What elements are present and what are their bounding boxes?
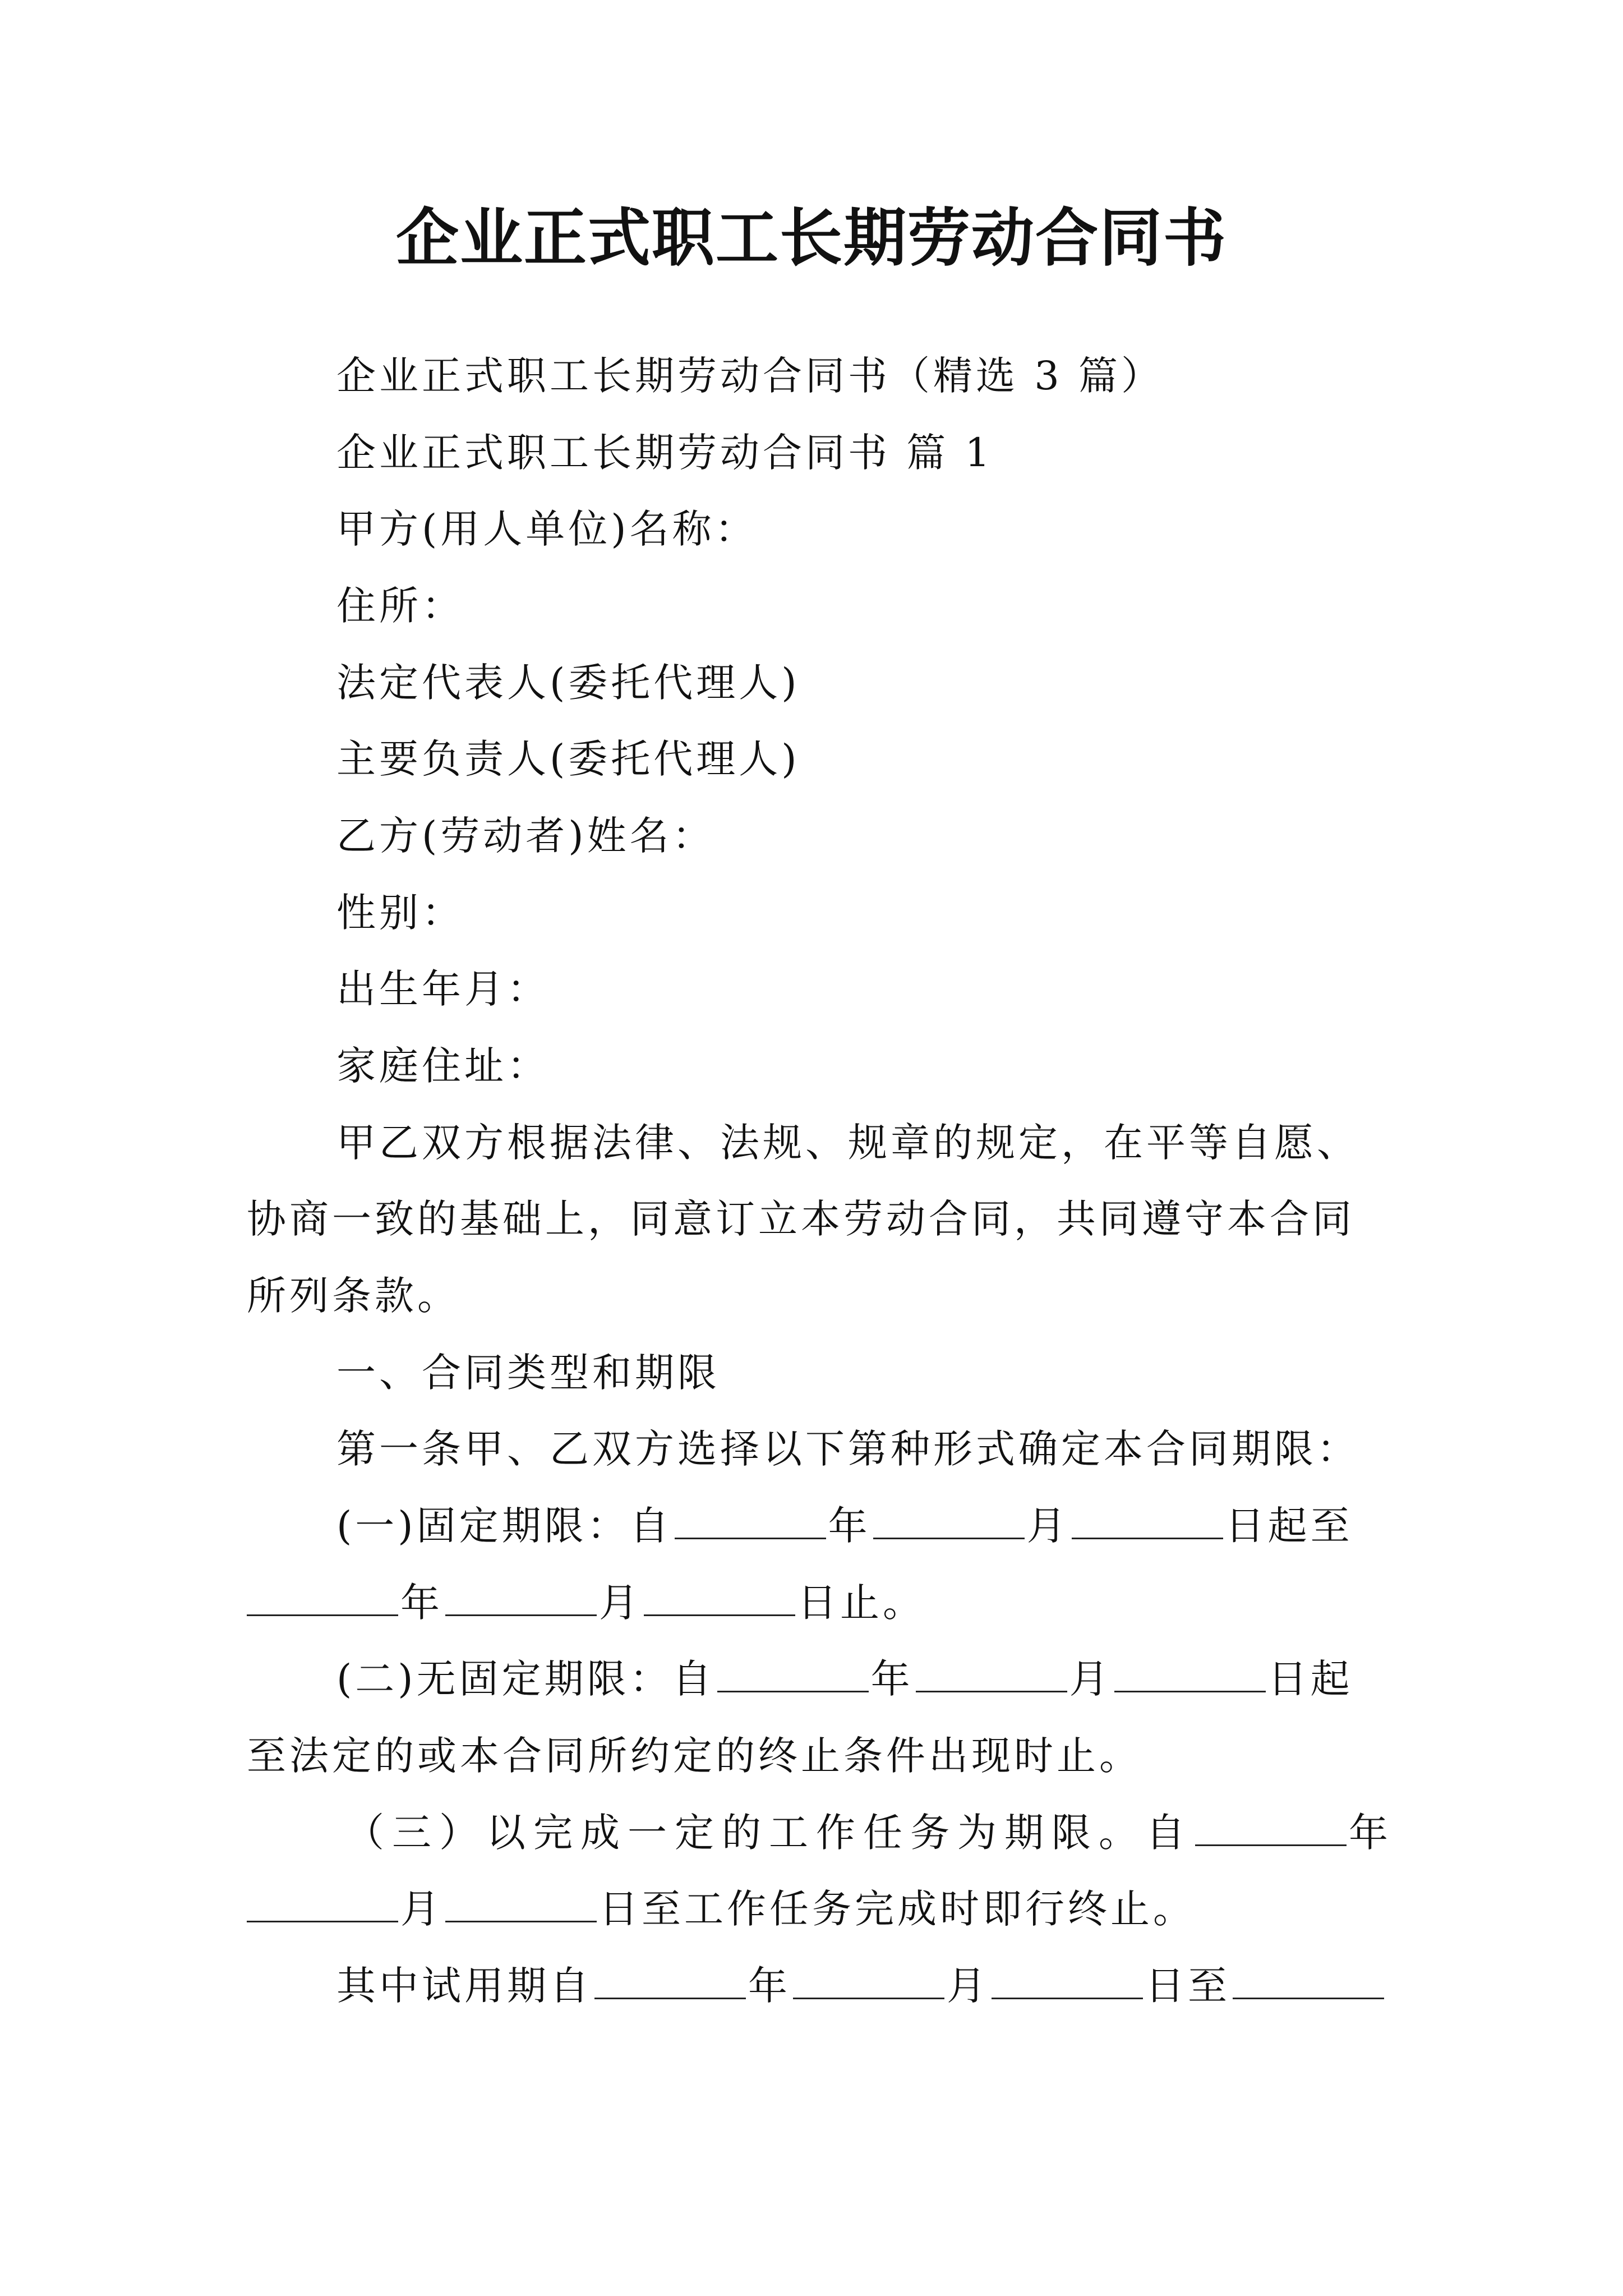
year-label: 年 [748, 1963, 791, 2009]
month-label: 月 [947, 1963, 989, 2009]
party-a-name-label: 甲方(用人单位)名称： [336, 506, 758, 552]
task-term-end-label: 日至工作任务完成时即行终止。 [599, 1886, 1196, 1932]
month-blank[interactable] [916, 1651, 1067, 1692]
day-end-label: 日止。 [797, 1580, 925, 1626]
legal-representative-label: 法定代表人(委托代理人) [336, 660, 800, 706]
day-blank[interactable] [992, 1958, 1143, 1999]
task-term-line-1 [345, 1805, 1396, 1861]
month-label: 月 [599, 1580, 642, 1626]
year-blank[interactable] [1195, 1805, 1347, 1846]
home-address-label: 家庭住址： [336, 1043, 550, 1089]
month-blank[interactable] [793, 1958, 944, 1999]
day-blank[interactable] [644, 1575, 795, 1616]
day-from-to-label: 日起至 [1225, 1503, 1353, 1549]
year-blank[interactable] [247, 1575, 398, 1616]
year-blank[interactable] [717, 1651, 869, 1692]
month-blank[interactable] [873, 1498, 1025, 1539]
article-1: 第一条甲、乙双方选择以下第种形式确定本合同期限： [336, 1426, 1359, 1472]
probation-line [336, 1958, 1386, 2014]
heading-part-1: 企业正式职工长期劳动合同书 篇 1 [336, 430, 994, 476]
task-term-label: （三）以完成一定的工作任务为期限。自 [345, 1810, 1193, 1856]
year-label: 年 [870, 1656, 914, 1702]
gender-label: 性别： [336, 890, 464, 936]
year-blank[interactable] [594, 1958, 746, 1999]
subtitle: 企业正式职工长期劳动合同书（精选 3 篇） [336, 353, 1164, 399]
address-label: 住所： [336, 583, 464, 629]
fixed-term-line-2 [247, 1575, 925, 1631]
year-label: 年 [400, 1580, 443, 1626]
document-title: 企业正式职工长期劳动合同书 [396, 201, 1227, 275]
fixed-term-label: (一)固定期限：自 [336, 1503, 672, 1549]
day-from-label: 日起 [1267, 1656, 1353, 1702]
principal-label: 主要负责人(委托代理人) [336, 736, 800, 782]
open-term-line-2: 至法定的或本合同所约定的终止条件出现时止。 [247, 1733, 1142, 1779]
month-label: 月 [1026, 1503, 1069, 1549]
section-heading-contract-type: 一、合同类型和期限 [336, 1350, 720, 1396]
paragraph-1-line-2: 协商一致的基础上，同意订立本劳动合同，共同遵守本合同 [247, 1196, 1355, 1242]
year-blank[interactable] [1233, 1958, 1384, 1999]
year-blank[interactable] [675, 1498, 826, 1539]
open-term-line-1 [336, 1651, 1353, 1707]
month-blank[interactable] [247, 1881, 398, 1922]
party-b-name-label: 乙方(劳动者)姓名： [336, 813, 715, 859]
day-blank[interactable] [1114, 1651, 1266, 1692]
probation-label: 其中试用期自 [336, 1963, 592, 2009]
task-term-line-2 [247, 1881, 1196, 1937]
month-label: 月 [1069, 1656, 1112, 1702]
month-blank[interactable] [445, 1575, 597, 1616]
birth-date-label: 出生年月： [336, 966, 550, 1012]
year-label: 年 [1349, 1810, 1396, 1856]
year-label: 年 [828, 1503, 871, 1549]
month-label: 月 [400, 1886, 443, 1932]
day-to-label: 日至 [1145, 1963, 1230, 2009]
paragraph-1-line-3: 所列条款。 [247, 1273, 460, 1319]
day-blank[interactable] [1072, 1498, 1223, 1539]
open-term-label: (二)无固定期限：自 [336, 1656, 715, 1702]
paragraph-1-line-1: 甲乙双方根据法律、法规、规章的规定，在平等自愿、 [336, 1120, 1359, 1166]
day-blank[interactable] [445, 1881, 597, 1922]
fixed-term-line-1 [336, 1498, 1353, 1554]
